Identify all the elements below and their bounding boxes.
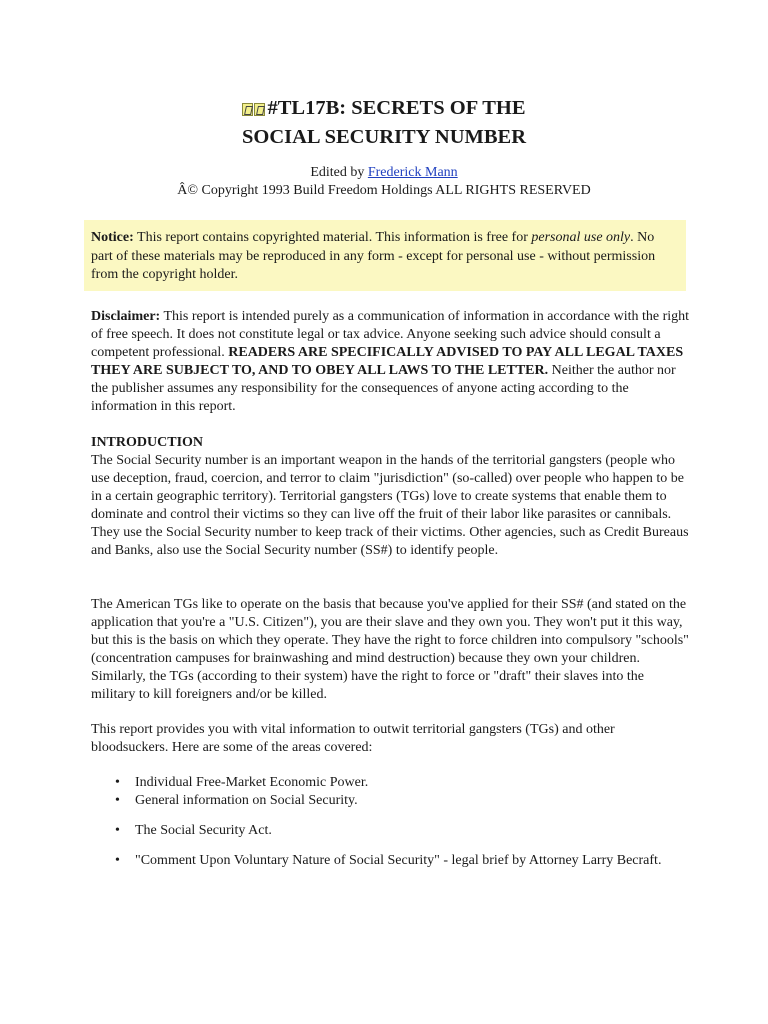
notice-box: [84, 220, 686, 291]
bullet: •: [115, 853, 120, 868]
bullet: •: [115, 775, 120, 790]
document-icon: [254, 103, 265, 116]
notice-emphasis: personal use only: [531, 230, 631, 245]
bullet: •: [115, 823, 120, 838]
introduction-paragraph-1: The Social Security number is an important weapon in the hands of the territorial gangsters (people who use deception, fraud, coercion, and terror to claim "jurisdiction" (so-called) over people who happen to be in a certain geographic territory). Territorial gangsters (TGs) love to create systems that enable them to dominate and control their victims so they can live off the fruit of their labor like parasites or cannibals. They use the Social Security number to keep track of their victims. Other agencies, such as Credit Bureaus and Banks, also use the Social Security number (SS#) to identify people.: [91, 453, 689, 558]
disclaimer-paragraph: [91, 308, 691, 416]
list-item: [91, 822, 691, 840]
list-item: [91, 852, 691, 870]
disclaimer-bold-text: READERS ARE SPECIFICALLY ADVISED TO PAY ALL LEGAL TAXES THEY ARE SUBJECT TO, AND TO OBEY ALL LAWS TO THE LETTER.: [91, 345, 684, 378]
title-text-1: #TL17B: SECRETS OF THE: [267, 97, 526, 119]
list-item-text: General information on Social Security.: [135, 793, 358, 808]
edited-by-prefix: Edited by: [310, 165, 368, 180]
notice-label: Notice:: [91, 230, 134, 245]
document-title: [0, 95, 768, 151]
title-line-1: [0, 95, 768, 124]
introduction-heading: INTRODUCTION: [91, 435, 204, 450]
list-item-text: "Comment Upon Voluntary Nature of Social Security" - legal brief by Attorney Larry Becraft.: [135, 853, 662, 868]
notice-text-1: This report contains copyrighted material. This information is free for: [133, 230, 532, 245]
covered-topics-list: [91, 774, 691, 870]
title-icons: [242, 97, 266, 124]
introduction-paragraph-2: The American TGs like to operate on the basis that because you've applied for their SS# (and stated on the application that you're a "U.S. Citizen"), you are their slave and they own you. They won't put it this way, but this is the basis on which they operate. They have the right to force children into compulsory "schools" (concentration campuses for brainwashing and mind destruction) because they own your children. Similarly, the TGs (according to their system) have the right to force or "draft" their slaves into the military to kill foreigners and/or be killed.: [91, 597, 689, 702]
list-item-text: Individual Free-Market Economic Power.: [135, 775, 369, 790]
bullet: •: [115, 793, 120, 808]
editor-link[interactable]: Frederick Mann: [367, 165, 458, 180]
document-icon: [242, 103, 253, 116]
introduction-paragraph-3: This report provides you with vital information to outwit territorial gangsters (TGs) and other bloodsuckers. Here are some of the areas covered:: [91, 722, 615, 755]
disclaimer-label: Disclaimer:: [91, 309, 161, 324]
title-line-2: SOCIAL SECURITY NUMBER: [241, 126, 527, 148]
disclaimer-text-1: This report is intended purely as a communication of information in accordance with the right of free speech. It does not constitute legal or tax advice. Anyone seeking such advice should consult a competent professional.: [91, 309, 690, 360]
notice-text-2: . No part of these materials may be reproduced in any form - except for personal use - without permission from the copyright holder.: [91, 230, 656, 282]
list-item: [91, 792, 691, 810]
introduction-section: [91, 434, 691, 560]
list-item-text: The Social Security Act.: [135, 823, 272, 838]
list-item: [91, 774, 691, 792]
disclaimer-text-2: Neither the author nor the publisher assumes any responsibility for the consequences of anyone acting according to the information in this report.: [91, 363, 676, 414]
copyright-line: Â© Copyright 1993 Build Freedom Holdings ALL RIGHTS RESERVED: [177, 183, 591, 198]
edited-by: [0, 164, 768, 182]
